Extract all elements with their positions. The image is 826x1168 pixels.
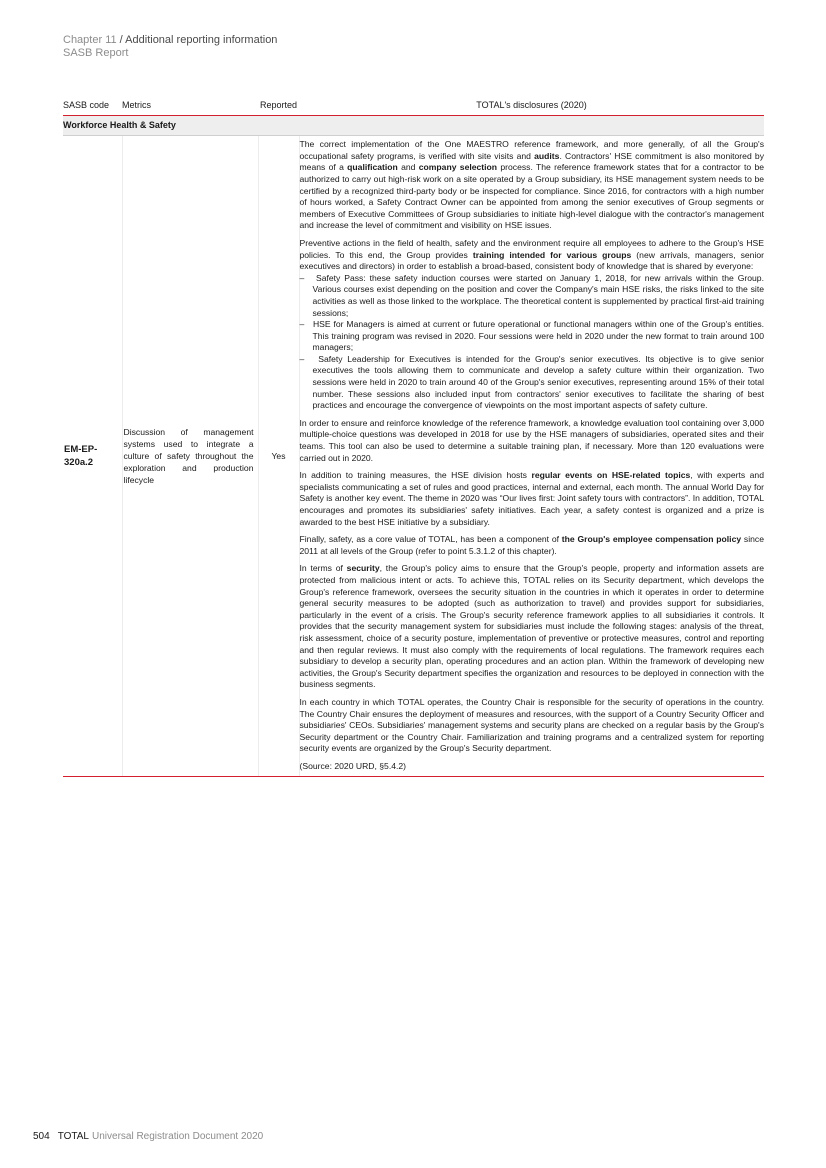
chapter-title: Additional reporting information xyxy=(125,34,278,46)
disclosure-paragraph-5: Finally, safety, as a core value of TOTAL, has been a component of the Group's employee compensation policy since 2011 at all levels of the Group (refer to point 5.3.1.2 of this chapter). xyxy=(299,534,764,556)
training-list xyxy=(300,273,765,412)
column-header-metrics: Metrics xyxy=(122,98,258,115)
table-header-row xyxy=(63,98,764,115)
column-header-code: SASB code xyxy=(63,98,122,115)
chapter-separator: / xyxy=(116,34,126,46)
list-item: – HSE for Managers is aimed at current or future operational or functional managers within one of the Group's entities. This training program was revised in 2020. Four sessions were held in 2020 under the new format to train around 100 managers; xyxy=(300,319,765,354)
reported-value: Yes xyxy=(258,136,299,777)
footer-document-title: Universal Registration Document 2020 xyxy=(92,1131,264,1142)
disclosure-cell xyxy=(299,136,764,777)
disclosure-paragraph-7: In each country in which TOTAL operates, the Country Chair is responsible for the security of operations in the country. The Country Chair ensures the deployment of measures and resources, with the support of a Country Security Officer and subsidiaries' CEOs. Subsidiaries' management systems and security plans are checked on a regular basis by the Group's Security department or the Country Chair. Familiarization and training programs and a centralized system for reporting security events are organized by the Group's Security department. xyxy=(299,696,764,754)
sasb-table xyxy=(63,98,764,777)
section-row xyxy=(63,115,764,136)
disclosure-paragraph-3: In order to ensure and reinforce knowledge of the reference framework, a knowledge evaluation tool containing over 3,000 multiple-choice questions was developed in 2018 for use by the HSE managers of subsidiaries, operated sites and their teams. This tool can also be used to determine a suitable training plan, if necessary. More than 120 evaluations were carried out in 2020. xyxy=(299,417,764,463)
column-header-disclosures: TOTAL's disclosures (2020) xyxy=(299,98,764,115)
footer-brand: TOTAL xyxy=(57,1131,89,1142)
chapter-number: Chapter 11 xyxy=(63,34,117,46)
sasb-code: EM-EP-320a.2 xyxy=(63,136,122,777)
table-row xyxy=(63,136,764,777)
list-item: – Safety Leadership for Executives is intended for the Group's senior executives. Its objective is to give senior executives the tools allowing them to communicate and develop a safety culture within their organization. Two sessions were held in 2020 to train around 40 of the Group's senior executives, representing around 15% of their total number. These sessions also included input from contractors' senior executives to facilitate the sharing of best practices and encourage the convergence of viewpoints on the most important aspects of safety culture. xyxy=(300,354,765,412)
disclosure-paragraph-1: The correct implementation of the One MAESTRO reference framework, and more generally, of all the Group's occupational safety programs, is verified with site visits and audits. Contractors' HSE commitment is also monitored by means of a qualification and company selection process. The reference framework states that for a contractor to be authorized to carry out high-risk work on a site operated by a Group subsidiary, its HSE management system needs to be certified by a recognized third-party body or be inspected for compliance. Since 2016, for contractors with a high number of hours worked, a Safety Contract Owner can be appointed from among the senior executives of Group segments or members of Executive Committees of Group subsidiaries to initiate high-level dialogue with the contractor's management and increase the level of commitment and visibility on HSE issues. xyxy=(299,139,765,231)
disclosure-paragraph-2: Preventive actions in the field of health, safety and the environment require all employees to adhere to the Group's HSE policies. To this end, the Group provides training intended for various groups (new arrivals, managers, senior executives and directors) in order to establish a broad-based, consistent body of knowledge that is shared by everyone: xyxy=(299,237,765,272)
page-header xyxy=(63,34,277,60)
page-number: 504 xyxy=(33,1131,50,1142)
page-footer xyxy=(33,1131,263,1142)
metric-description: Discussion of management systems used to integrate a culture of safety throughout the exploration and production lifecycle xyxy=(122,136,258,777)
column-header-reported: Reported xyxy=(258,98,299,115)
source-note: (Source: 2020 URD, §5.4.2) xyxy=(299,760,407,771)
section-title: Workforce Health & Safety xyxy=(63,115,764,136)
disclosure-paragraph-6: In terms of security, the Group's policy aims to ensure that the Group's people, property and information assets are protected from malicious intent or acts. To achieve this, TOTAL relies on its Security department, which develops the Group's reference framework, oversees the security situation in the countries in which it operates in order to determine general security measures to be adopted (such as authorization to travel) and provides support for subsidiaries, particularly in the event of a crisis. The Group's security reference framework applies to all subsidiaries it controls. It provides that the security management system for subsidiaries must include the following stages: analysis of the threat, risk assessment, choice of a security posture, implementation of preventive or protective measures, control and reporting and then regular reviews. It must also comply with the requirements of local regulations. The framework requires each subsidiary to develop a security plan, operating procedures and an action plan. Within the framework of developing new activities, the Group's Security department specifies the organization and resources to be deployed in connection with the business segments. xyxy=(299,563,764,690)
list-item: – Safety Pass: these safety induction courses were started on January 1, 2018, for new arrivals within the Group. Various courses exist depending on the position and cover the Company's main HSE risks, the risks linked to the site activities as well as those linked to the workplace. The theoretical content is supplemented by practical first-aid training sessions; xyxy=(300,273,765,319)
chapter-line xyxy=(63,34,277,47)
disclosure-paragraph-4: In addition to training measures, the HSE division hosts regular events on HSE-related topics, with experts and specialists communicating a set of rules and good practices, internal and external, each month. The annual World Day for Safety is another key event. The theme in 2020 was “Our lives first: Joint safety tours with contractors”. In addition, TOTAL encourages and promotes its subsidiaries' safety initiatives. Each year, a safety contest is organized and a prize is awarded to the best HSE initiative by a subsidiary. xyxy=(299,470,764,527)
section-subtitle: SASB Report xyxy=(63,47,129,59)
